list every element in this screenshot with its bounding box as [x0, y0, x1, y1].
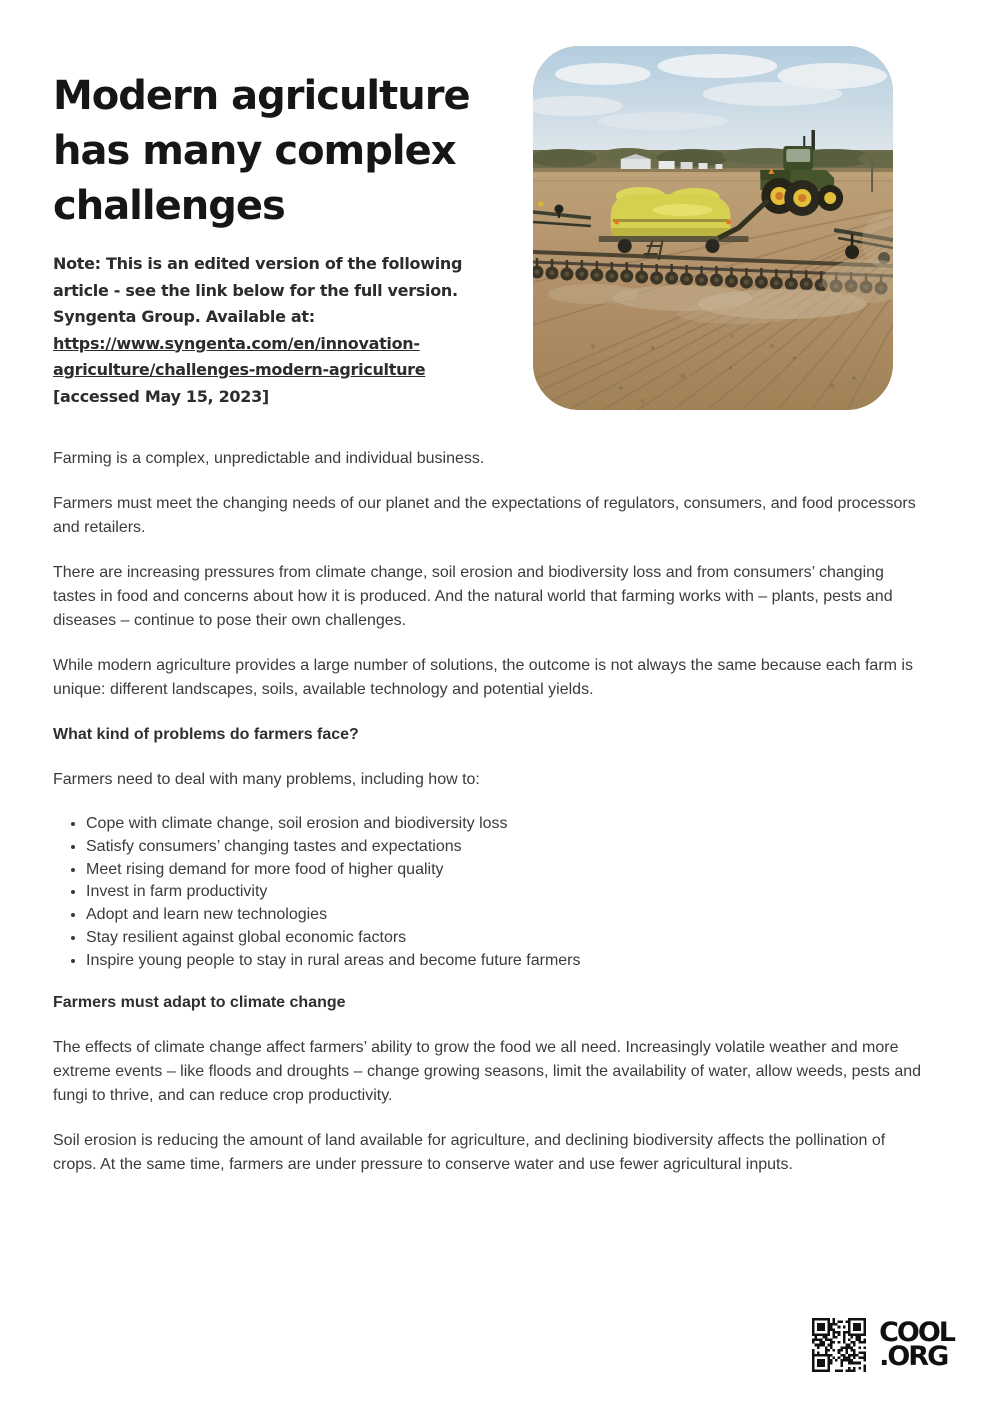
problem-item-7: • Inspire young people to stay in rural areas and become future farmers — [86, 950, 931, 973]
logo-wordmark — [879, 1317, 954, 1372]
page-title-line-1: Modern agriculture — [53, 72, 470, 119]
list-intro: Farmers need to deal with many problems, including how to: — [53, 771, 480, 788]
source-link-line-1[interactable]: https://www.syngenta.com/en/innovation- — [53, 333, 420, 353]
problems-list — [53, 813, 931, 973]
source-link-line-2[interactable]: agriculture/challenges-modern-agriculture — [53, 360, 426, 379]
page-title-line-3: challenges — [53, 182, 285, 229]
field-tractor-illustration — [533, 46, 893, 410]
problem-item-4: • Invest in farm productivity — [86, 881, 931, 904]
body-paragraph-5: The effects of climate change affect farmers’ ability to grow the food we all need. Increasingly volatile weather and more extreme events – like floods and droughts – change growing seasons, limit the availability of water, allow weeds, pests and fungi to thrive, and can reduce crop productivity. — [53, 1038, 922, 1104]
source-note — [53, 251, 533, 410]
page-title — [53, 69, 528, 234]
qr-code-icon — [812, 1318, 866, 1372]
problem-item-3: • Meet rising demand for more food of higher quality — [86, 859, 931, 882]
problem-item-6: • Stay resilient against global economic factors — [86, 927, 931, 950]
question-heading: What kind of problems do farmers face? — [53, 726, 359, 743]
body-paragraph-2: Farmers must meet the changing needs of our planet and the expectations of regulators, consumers, and food processors and retailers. — [53, 495, 916, 536]
source-note-line-3: Syngenta Group. Available at: — [53, 307, 315, 326]
source-note-line-1: Note: This is an edited version of the following — [53, 254, 463, 273]
problem-item-5: • Adopt and learn new technologies — [86, 904, 931, 927]
problem-item-2: • Satisfy consumers’ changing tastes and expectations — [86, 836, 931, 859]
page-title-line-2: has many complex — [53, 127, 456, 174]
article-body — [53, 447, 931, 1198]
body-paragraph-1: Farming is a complex, unpredictable and individual business. — [53, 450, 485, 467]
problem-item-1: • Cope with climate change, soil erosion and biodiversity loss — [86, 813, 931, 836]
body-paragraph-4: While modern agriculture provides a large number of solutions, the outcome is not always the same because each farm is unique: different landscapes, soils, available technology and potential yields. — [53, 657, 913, 698]
source-note-line-4: [accessed May 15, 2023] — [53, 386, 269, 406]
hero-image — [533, 46, 893, 410]
body-paragraph-3: There are increasing pressures from climate change, soil erosion and biodiversity loss and from consumers’ changing tastes in food and concerns about how it is produced. And the natural world that farming works with – plants, pests and diseases – continue to pose their own challenges. — [53, 564, 893, 629]
qr-code — [812, 1318, 866, 1372]
logo-wordmark-line-2: .ORG — [879, 1341, 948, 1372]
page-footer — [812, 1318, 954, 1372]
source-note-line-2: article - see the link below for the full version. — [53, 280, 458, 300]
section-heading: Farmers must adapt to climate change — [53, 993, 346, 1011]
body-paragraph-6: Soil erosion is reducing the amount of land available for agriculture, and declining biodiversity affects the pollination of crops. At the same time, farmers are under pressure to conserve water and use fewer agricultural inputs. — [53, 1131, 886, 1173]
logo-wordmark-line-1: COOL — [879, 1317, 954, 1348]
